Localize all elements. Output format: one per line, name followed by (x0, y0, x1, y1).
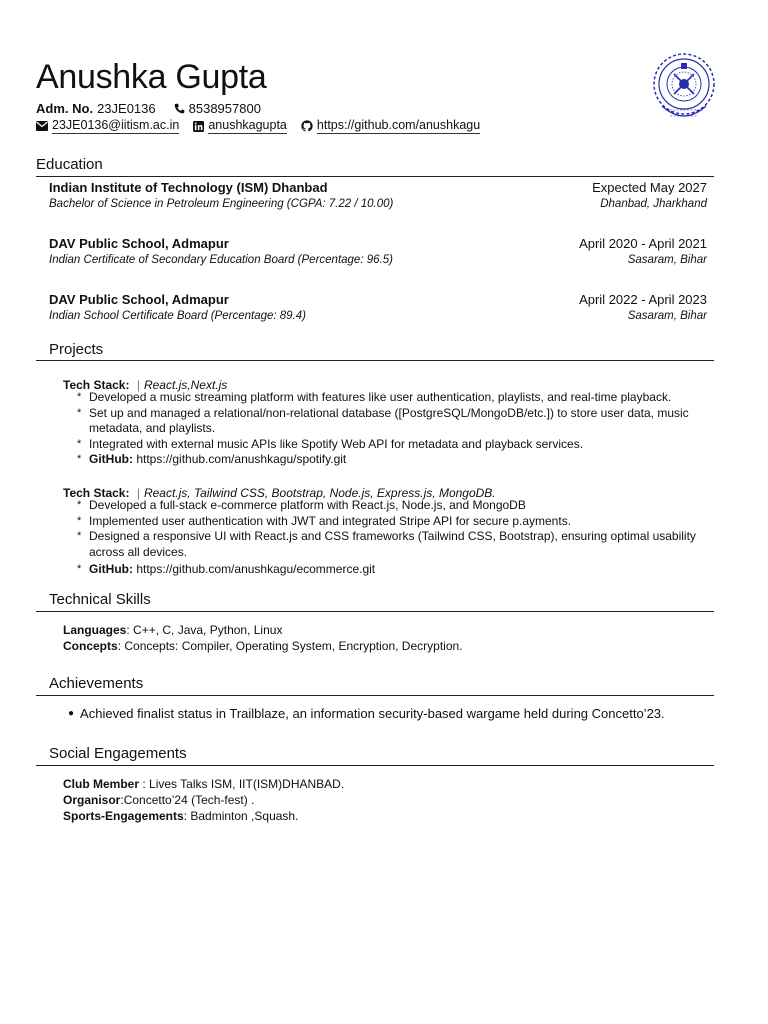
tech-stack-value: React.js,Next.js (143, 378, 228, 392)
list-item: * Set up and managed a relational/non-relational database ([PostgreSQL/MongoDB/etc.]) to store user data, music metadata, and playlists. (77, 405, 689, 435)
adm-label: Adm. No. (36, 101, 94, 116)
linkedin-link[interactable] (193, 118, 287, 134)
divider (36, 360, 714, 361)
github-icon (301, 120, 313, 132)
divider (36, 695, 714, 696)
section-title-social: Social Engagements (49, 745, 187, 762)
tech-stack-label: Tech Stack: (63, 378, 130, 392)
tech-stack-value: React.js, Tailwind CSS, Bootstrap, Node.js, Express.js, MongoDB. (143, 486, 496, 500)
education-date: April 2020 - April 2021 (579, 236, 707, 251)
skills-block (63, 622, 463, 654)
github-label: GitHub: (89, 562, 133, 576)
phone-number[interactable]: 8538957800 (188, 101, 261, 116)
sports-value: : Badminton ,Squash. (183, 809, 299, 823)
list-item: * Developed a full-stack e-commerce platform with React.js, Node.js, and MongoDB (77, 498, 526, 512)
phone-icon (174, 103, 185, 114)
project-entry (63, 487, 713, 578)
iit-ism-logo (648, 44, 720, 134)
club-label: Club Member (63, 777, 140, 791)
education-date: Expected May 2027 (592, 180, 707, 195)
concepts-value: : Concepts: Compiler, Operating System, Encryption, Decryption. (117, 639, 463, 653)
social-sports (63, 808, 344, 824)
education-detail: Indian School Certificate Board (Percentage: 89.4) (49, 310, 306, 322)
bullet-text: Developed a full-stack e-commerce platform with React.js, Node.js, and MongoDB (89, 498, 526, 512)
skills-concepts (63, 638, 463, 654)
project-entry (63, 379, 713, 468)
bullet-text: Designed a responsive UI with React.js and CSS frameworks (Tailwind CSS, Bootstrap), ensuring optimal usability across all devices. (89, 529, 696, 559)
achievement-text: Achieved finalist status in Trailblaze, an information security-based wargame held during Concetto’23. (80, 706, 665, 721)
organiser-label: Organisor (63, 793, 121, 807)
tech-stack-separator: | (136, 486, 140, 500)
bullet-text: Developed a music streaming platform with features like user authentication, playlists, and real-time playback. (89, 390, 672, 404)
github-label: GitHub: (89, 452, 133, 466)
github-url[interactable]: https://github.com/anushkagu/ecommerce.git (136, 562, 376, 576)
bullet-text: Integrated with external music APIs like Spotify Web API for metadata and playback services. (89, 436, 584, 451)
divider (36, 611, 714, 612)
organiser-value: :Concetto’24 (Tech-fest) . (120, 793, 255, 807)
concepts-label: Concepts (63, 639, 118, 653)
skills-languages (63, 622, 463, 638)
education-detail: Bachelor of Science in Petroleum Engineering (CGPA: 7.22 / 10.00) (49, 198, 394, 210)
languages-value: : C++, C, Java, Python, Linux (126, 623, 283, 637)
education-entry (49, 292, 707, 322)
list-item: * Implemented user authentication with JWT and integrated Stripe API for secure p.ayments. (77, 513, 572, 528)
project-bullets (63, 498, 713, 578)
institution-name: Indian Institute of Technology (ISM) Dhanbad (49, 180, 328, 195)
email-link[interactable] (36, 118, 179, 134)
candidate-name: Anushka Gupta (36, 58, 267, 96)
education-entry (49, 180, 707, 210)
education-detail: Indian Certificate of Secondary Education Board (Percentage: 96.5) (49, 254, 393, 266)
section-title-education: Education (36, 156, 103, 173)
tech-stack-separator: | (136, 378, 140, 392)
github-url[interactable]: https://github.com/anushkagu/spotify.git (136, 452, 347, 466)
section-title-skills: Technical Skills (49, 591, 151, 608)
envelope-icon (36, 121, 48, 131)
institution-name: DAV Public School, Admapur (49, 292, 229, 307)
bullet-text: Set up and managed a relational/non-relational database ([PostgreSQL/MongoDB/etc.]) to store user data, music metadata, and playlists. (89, 405, 689, 435)
linkedin-text[interactable]: anushkagupta (208, 118, 287, 132)
list-item: * GitHub: https://github.com/anushkagu/spotify.git (77, 452, 347, 466)
section-title-achievements: Achievements (49, 675, 144, 692)
education-location: Sasaram, Bihar (627, 254, 707, 266)
social-organiser (63, 792, 344, 808)
contact-line-1 (36, 101, 261, 116)
social-club (63, 776, 344, 792)
education-location: Sasaram, Bihar (627, 310, 707, 322)
email-text[interactable]: 23JE0136@iitism.ac.in (52, 118, 180, 132)
sports-label: Sports-Engagements (63, 809, 184, 823)
list-item: * Integrated with external music APIs like Spotify Web API for metadata and playback services. (77, 436, 584, 451)
social-block (63, 776, 344, 824)
list-item: * Designed a responsive UI with React.js and CSS frameworks (Tailwind CSS, Bootstrap), ensuring optimal usability across all devices. (77, 529, 696, 559)
divider (36, 765, 714, 766)
project-bullets (63, 390, 713, 468)
divider (36, 176, 714, 177)
github-link[interactable] (301, 118, 480, 134)
github-text[interactable]: https://github.com/anushkagu (316, 118, 481, 132)
adm-number: 23JE0136 (97, 101, 156, 116)
education-location: Dhanbad, Jharkhand (600, 198, 707, 210)
languages-label: Languages (63, 623, 127, 637)
list-item (68, 706, 665, 721)
education-entry (49, 236, 707, 266)
contact-line-2 (36, 118, 494, 134)
section-title-projects: Projects (49, 341, 104, 358)
list-item: * Developed a music streaming platform with features like user authentication, playlists, and real-time playback. (77, 390, 672, 404)
linkedin-icon (193, 121, 204, 132)
club-value: : Lives Talks ISM, IIT(ISM)DHANBAD. (139, 777, 345, 791)
bullet-text: Implemented user authentication with JWT and integrated Stripe API for secure p.ayments. (89, 513, 572, 528)
education-date: April 2022 - April 2023 (579, 292, 707, 307)
list-item: * GitHub: https://github.com/anushkagu/ecommerce.git (77, 562, 376, 576)
institution-name: DAV Public School, Admapur (49, 236, 229, 251)
bullet-icon: ● (68, 708, 75, 719)
tech-stack-label: Tech Stack: (63, 486, 130, 500)
